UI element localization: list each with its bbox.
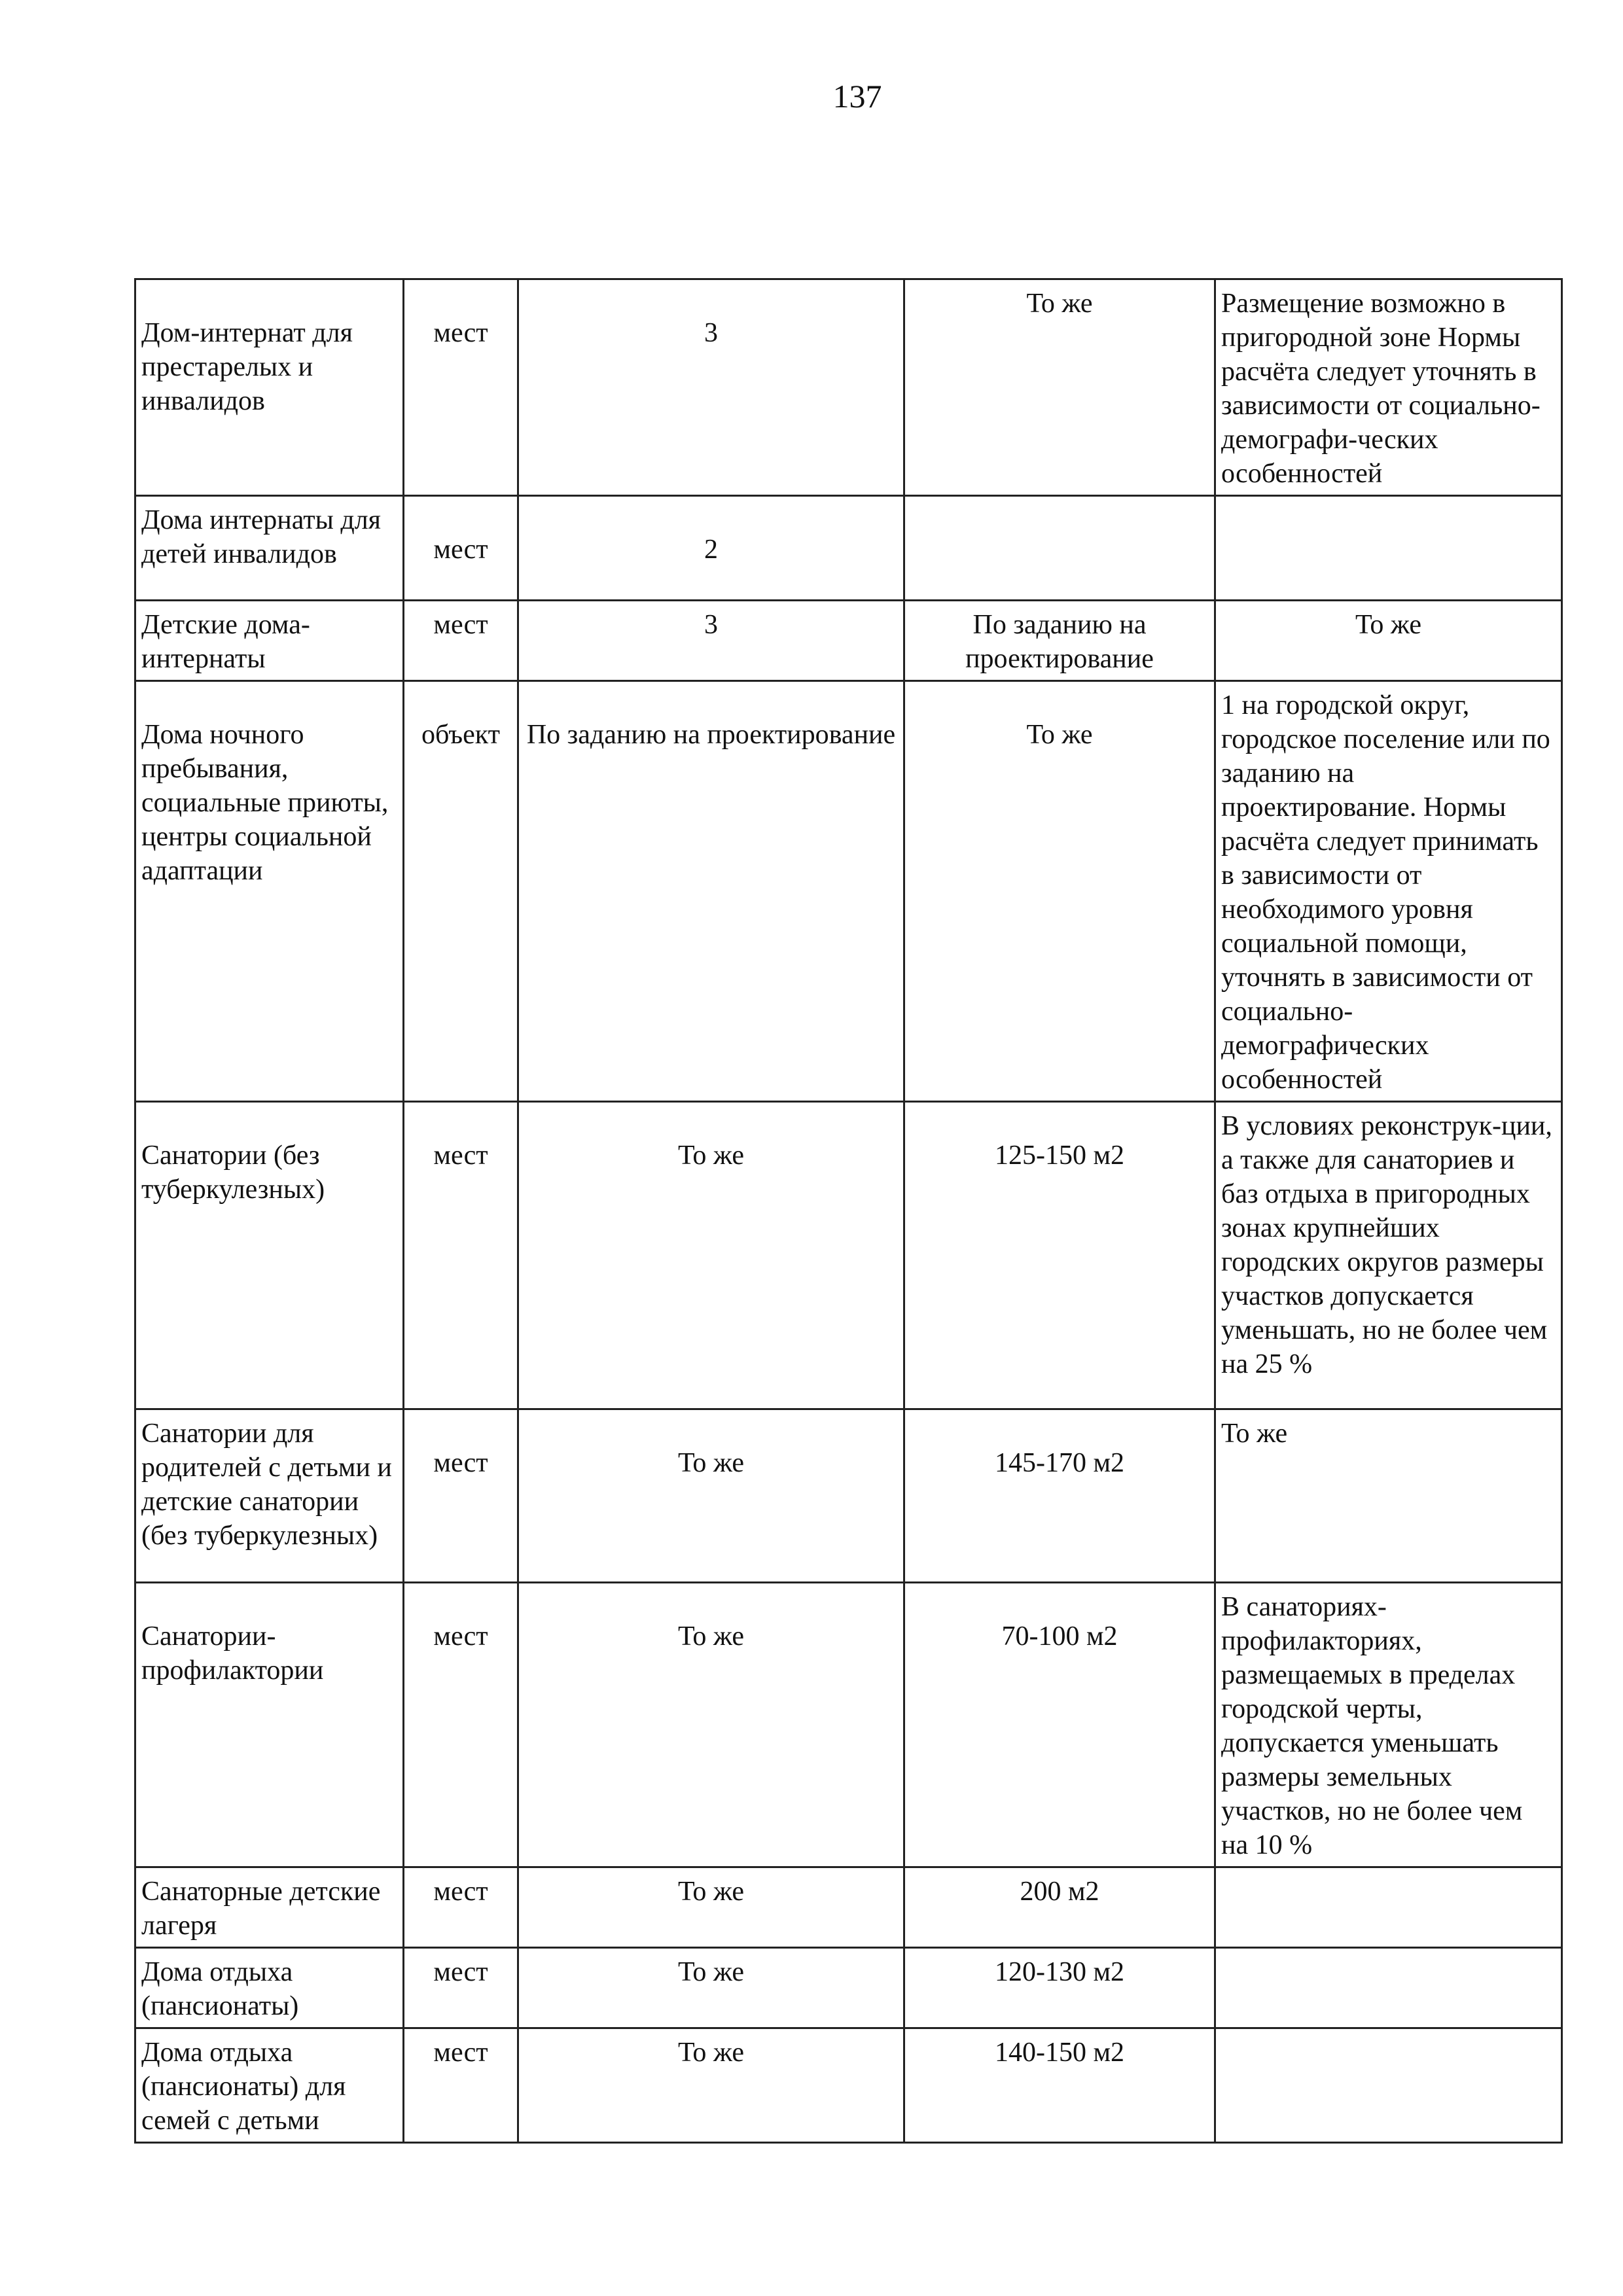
area-cell: 120-130 м2 (904, 1948, 1215, 2028)
note-cell (1215, 496, 1562, 601)
table-row (135, 496, 1562, 601)
note-cell (1215, 2028, 1562, 2143)
facility-name: Дом-интернат для престарелых и инвалидов (135, 279, 404, 496)
norm-cell: 3 (518, 279, 904, 496)
facility-name: Детские дома-интернаты (135, 601, 404, 681)
norm-cell: По заданию на проектирование (518, 681, 904, 1102)
facility-name: Санатории (без туберкулезных) (135, 1102, 404, 1409)
note-cell: Размещение возможно в пригородной зоне Нормы расчёта следует уточнять в зависимости от социально-демографи-ческих особенностей (1215, 279, 1562, 496)
unit-cell: мест (404, 1948, 518, 2028)
table-row (135, 601, 1562, 681)
table-row (135, 1102, 1562, 1409)
area-cell: 70-100 м2 (904, 1583, 1215, 1867)
facility-name: Санатории для родителей с детьми и детские санатории (без туберкулезных) (135, 1409, 404, 1583)
table-row (135, 681, 1562, 1102)
page-number: 137 (832, 78, 882, 115)
norm-cell: То же (518, 1102, 904, 1409)
norm-cell: То же (518, 1409, 904, 1583)
area-cell: То же (904, 279, 1215, 496)
unit-cell: мест (404, 601, 518, 681)
unit-cell: мест (404, 279, 518, 496)
area-cell: То же (904, 681, 1215, 1102)
facility-name: Дома ночного пребывания, социальные приюты, центры социальной адаптации (135, 681, 404, 1102)
note-cell (1215, 1867, 1562, 1948)
area-cell: 125-150 м2 (904, 1102, 1215, 1409)
norm-cell: 2 (518, 496, 904, 601)
note-cell: 1 на городской округ, городское поселение или по заданию на проектирование. Нормы расчёта следует принимать в зависимости от необходимого уровня социальной помощи, уточнять в зависимости от социально-демографических особенностей (1215, 681, 1562, 1102)
table-row (135, 1948, 1562, 2028)
norm-cell: То же (518, 1867, 904, 1948)
unit-cell: мест (404, 1583, 518, 1867)
table-row (135, 279, 1562, 496)
unit-cell: мест (404, 1867, 518, 1948)
area-cell: 145-170 м2 (904, 1409, 1215, 1583)
facility-name: Дома отдыха (пансионаты) (135, 1948, 404, 2028)
unit-cell: мест (404, 1409, 518, 1583)
norms-table (134, 278, 1563, 2144)
note-cell: В санаториях-профилакториях, размещаемых в пределах городской черты, допускается уменьшать размеры земельных участков, но не более чем на 10 % (1215, 1583, 1562, 1867)
table-row (135, 2028, 1562, 2143)
facility-name: Санаторные детские лагеря (135, 1867, 404, 1948)
norm-cell: То же (518, 1583, 904, 1867)
unit-cell: мест (404, 2028, 518, 2143)
unit-cell: объект (404, 681, 518, 1102)
unit-cell: мест (404, 1102, 518, 1409)
area-cell: По заданию на проектирование (904, 601, 1215, 681)
unit-cell: мест (404, 496, 518, 601)
norm-cell: То же (518, 2028, 904, 2143)
note-cell: То же (1215, 1409, 1562, 1583)
table-row (135, 1583, 1562, 1867)
area-cell (904, 496, 1215, 601)
facility-name: Дома интернаты для детей инвалидов (135, 496, 404, 601)
note-cell: То же (1215, 601, 1562, 681)
norm-cell: 3 (518, 601, 904, 681)
facility-name: Дома отдыха (пансионаты) для семей с детьми (135, 2028, 404, 2143)
norm-cell: То же (518, 1948, 904, 2028)
note-cell (1215, 1948, 1562, 2028)
area-cell: 140-150 м2 (904, 2028, 1215, 2143)
table-row (135, 1409, 1562, 1583)
facility-name: Санатории-профилактории (135, 1583, 404, 1867)
area-cell: 200 м2 (904, 1867, 1215, 1948)
note-cell: В условиях реконструк-ции, а также для санаториев и баз отдыха в пригородных зонах крупнейших городских округов размеры участков допускается уменьшать, но не более чем на 25 % (1215, 1102, 1562, 1409)
table-row (135, 1867, 1562, 1948)
